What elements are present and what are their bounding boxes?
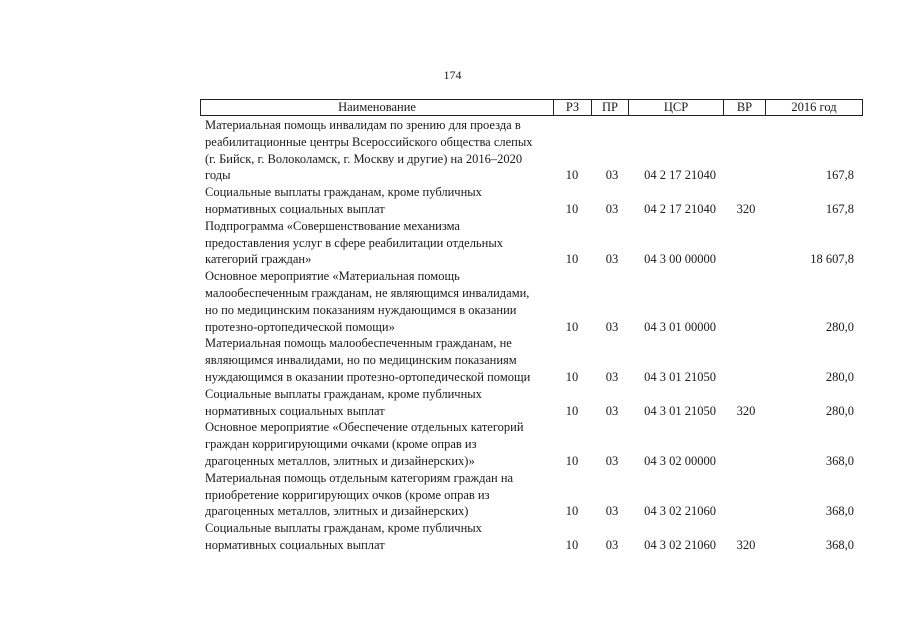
- row-rz: 10: [565, 168, 579, 183]
- row-name-line: Основное мероприятие «Обеспечение отдельных категорий: [205, 420, 524, 435]
- row-csr: 04 3 00 00000: [644, 252, 716, 267]
- row-rz: 10: [565, 537, 579, 552]
- row-name: [205, 268, 545, 335]
- table-row: [205, 218, 863, 268]
- row-name: [205, 184, 545, 218]
- row-pr: 03: [605, 537, 619, 552]
- row-name-line: предоставления услуг в сфере реабилитации отдельных: [205, 235, 503, 250]
- table-row: [205, 268, 863, 335]
- row-name-line: протезно-ортопедической помощи»: [205, 319, 395, 334]
- row-vr: 320: [736, 403, 756, 418]
- row-name-line: драгоценных металлов, элитных и дизайнерских)»: [205, 453, 475, 468]
- row-pr: 03: [605, 252, 619, 267]
- row-rz: 10: [565, 504, 579, 519]
- row-csr: 04 3 02 00000: [644, 453, 716, 468]
- row-rz: 10: [565, 252, 579, 267]
- row-pr: 03: [605, 403, 619, 418]
- row-csr: 04 2 17 21040: [644, 168, 716, 183]
- row-csr: 04 3 01 21050: [644, 403, 716, 418]
- row-name: [205, 520, 545, 554]
- row-amount: 167,8: [825, 201, 854, 216]
- row-pr: 03: [605, 369, 619, 384]
- row-name-line: Социальные выплаты гражданам, кроме публичных: [205, 521, 482, 536]
- row-name: [205, 386, 545, 420]
- row-name-line: Основное мероприятие «Материальная помощь: [205, 269, 460, 284]
- row-amount: 18 607,8: [810, 252, 854, 267]
- table-row: [205, 470, 863, 520]
- row-rz: 10: [565, 453, 579, 468]
- row-csr: 04 3 01 21050: [644, 369, 716, 384]
- row-csr: 04 2 17 21040: [644, 201, 716, 216]
- table-row: [205, 419, 863, 469]
- row-csr: 04 3 02 21060: [644, 537, 716, 552]
- header-pr: ПР: [592, 100, 629, 115]
- row-amount: 368,0: [825, 537, 854, 552]
- row-name-line: нормативных социальных выплат: [205, 537, 385, 552]
- row-name-line: (г. Бийск, г. Волоколамск, г. Москву и другие) на 2016–2020: [205, 151, 523, 166]
- table-row: [205, 520, 863, 554]
- row-name-line: Подпрограмма «Совершенствование механизма: [205, 218, 460, 233]
- row-name-line: реабилитационные центры Всероссийского общества слепых: [205, 134, 533, 149]
- row-vr: 320: [736, 201, 756, 216]
- row-name-line: Материальная помощь отдельным категориям граждан на: [205, 470, 514, 485]
- row-vr: 320: [736, 537, 756, 552]
- row-pr: 03: [605, 504, 619, 519]
- row-name: [205, 470, 545, 520]
- row-amount: 280,0: [825, 319, 854, 334]
- header-csr: ЦСР: [629, 100, 724, 115]
- row-amount: 280,0: [825, 369, 854, 384]
- row-name-line: Материальная помощь малообеспеченным гражданам, не: [205, 336, 512, 351]
- row-name-line: нуждающимся в оказании протезно-ортопедической помощи: [205, 369, 531, 384]
- row-name: [205, 117, 545, 184]
- row-rz: 10: [565, 319, 579, 334]
- row-name-line: являющимся инвалидами, но по медицинским показаниям: [205, 353, 517, 368]
- row-name-line: приобретение корригирующих очков (кроме оправ из: [205, 487, 490, 502]
- row-name-line: нормативных социальных выплат: [205, 201, 385, 216]
- row-csr: 04 3 01 00000: [644, 319, 716, 334]
- row-rz: 10: [565, 369, 579, 384]
- row-amount: 368,0: [825, 504, 854, 519]
- row-amount: 167,8: [825, 168, 854, 183]
- row-name-line: драгоценных металлов, элитных и дизайнерских): [205, 504, 469, 519]
- table-header: [200, 99, 863, 116]
- row-pr: 03: [605, 319, 619, 334]
- row-name-line: Социальные выплаты гражданам, кроме публичных: [205, 185, 482, 200]
- row-name: [205, 335, 545, 385]
- row-name-line: категорий граждан»: [205, 252, 312, 267]
- row-name-line: нормативных социальных выплат: [205, 403, 385, 418]
- header-name: Наименование: [201, 100, 554, 115]
- row-name-line: Социальные выплаты гражданам, кроме публичных: [205, 386, 482, 401]
- row-name-line: годы: [205, 168, 231, 183]
- row-rz: 10: [565, 403, 579, 418]
- row-pr: 03: [605, 201, 619, 216]
- row-name: [205, 419, 545, 469]
- row-name-line: Материальная помощь инвалидам по зрению для проезда в: [205, 118, 521, 132]
- row-name: [205, 218, 545, 268]
- row-rz: 10: [565, 201, 579, 216]
- table-row: [205, 117, 863, 184]
- row-amount: 280,0: [825, 403, 854, 418]
- header-year: 2016 год: [791, 100, 837, 114]
- header-rz: РЗ: [554, 100, 592, 115]
- row-name-line: граждан корригирующими очками (кроме оправ из: [205, 437, 477, 452]
- row-name-line: малообеспеченным гражданам, не являющимся инвалидами,: [205, 285, 530, 300]
- row-name-line: но по медицинским показаниям нуждающимся в оказании: [205, 302, 517, 317]
- row-pr: 03: [605, 168, 619, 183]
- row-pr: 03: [605, 453, 619, 468]
- table-row: [205, 386, 863, 420]
- table-row: [205, 335, 863, 385]
- row-csr: 04 3 02 21060: [644, 504, 716, 519]
- page-number: 174: [443, 68, 462, 82]
- row-amount: 368,0: [825, 453, 854, 468]
- table-row: [205, 184, 863, 218]
- header-vr: ВР: [724, 100, 766, 115]
